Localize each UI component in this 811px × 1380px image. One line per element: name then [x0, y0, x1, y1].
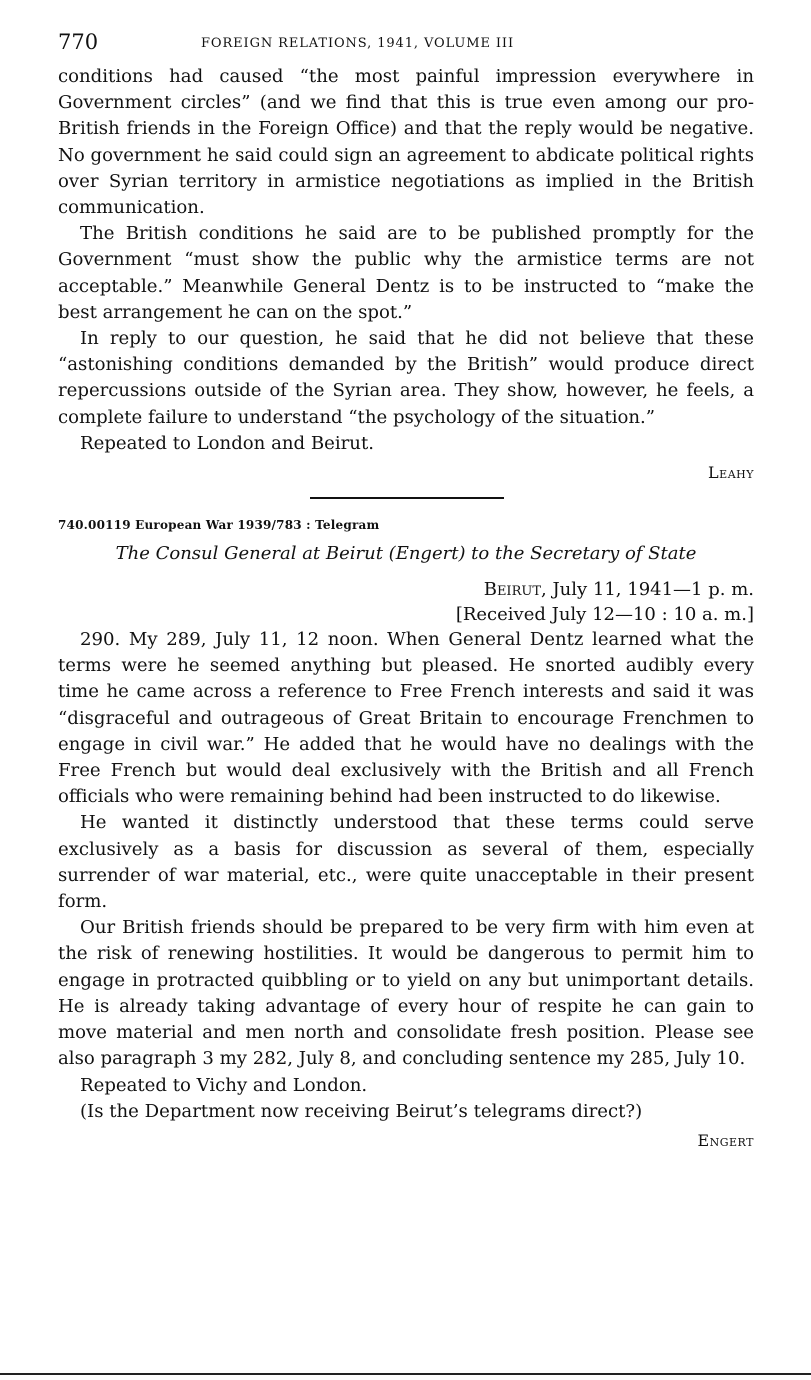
file-reference: 740.00119 European War 1939/783 : Telegram	[58, 518, 380, 533]
body-paragraph: Repeated to London and Beirut.	[80, 432, 374, 454]
telegram-continuation	[58, 64, 754, 485]
running-head: FOREIGN RELATIONS, 1941, VOLUME III	[201, 36, 514, 51]
dateline	[58, 577, 754, 627]
received-note: [Received July 12—10 : 10 a. m.]	[455, 604, 754, 626]
telegram	[58, 517, 754, 1153]
dateline-date: , July 11, 1941—1 p. m.	[541, 579, 754, 601]
body-paragraph: Our British friends should be prepared to be very firm with him even at the risk of renewing hostilities. It would be dangerous to permit him to engage in protracted quibbling or to yield on any but unimportant details. He is already taking advantage of every hour of respite he can gain to move material and men north and consolidate fresh position. Please see also paragraph 3 my 282, July 8, and concluding sentence my 285, July 10.	[58, 917, 754, 1070]
page-number: 770	[58, 30, 99, 54]
body-paragraph: The British conditions he said are to be published promptly for the Government “must show the public why the armistice terms are not acceptable.” Meanwhile General Dentz is to be instructed to “make the best arrangement he can on the spot.”	[58, 223, 754, 323]
signature: Leahy	[708, 463, 754, 483]
body-paragraph: (Is the Department now receiving Beirut’s telegrams direct?)	[80, 1100, 643, 1122]
body-paragraph: Repeated to Vichy and London.	[80, 1074, 368, 1096]
signature: Engert	[697, 1130, 754, 1150]
page-bottom-edge	[0, 1373, 811, 1375]
body-paragraph: conditions had caused “the most painful impression everywhere in Government circles” (and we find that this is true even among our pro-British friends in the Foreign Office) and that the reply would be negative. No government he said could sign an agreement to abdicate political rights over Syrian territory in armistice negotiations as implied in the British communication.	[58, 66, 754, 219]
document-title: The Consul General at Beirut (Engert) to the Secretary of State	[115, 543, 697, 565]
document-page	[58, 30, 754, 1153]
dateline-place: Beirut	[483, 579, 541, 601]
body-paragraph: 290. My 289, July 11, 12 noon. When General Dentz learned what the terms were he seemed anything but pleased. He snorted audibly every time he came across a reference to Free French interests and said it was “disgraceful and outrageous of Great Britain to encourage Frenchmen to engage in civil war.” He added that he would have no dealings with the Free French but would deal exclusively with the British and all French officials who were remaining behind had been instructed to do likewise.	[58, 629, 754, 808]
section-divider	[310, 497, 504, 499]
body-paragraph: He wanted it distinctly understood that these terms could serve exclusively as a basis for discussion as several of them, especially surrender of war material, etc., were quite unacceptable in their present form.	[58, 812, 754, 913]
body-paragraph: In reply to our question, he said that he did not believe that these “astonishing conditions demanded by the British” would produce direct repercussions outside of the Syrian area. They show, however, he feels, a complete failure to understand “the psychology of the situation.”	[58, 328, 754, 428]
page-header	[58, 30, 754, 64]
